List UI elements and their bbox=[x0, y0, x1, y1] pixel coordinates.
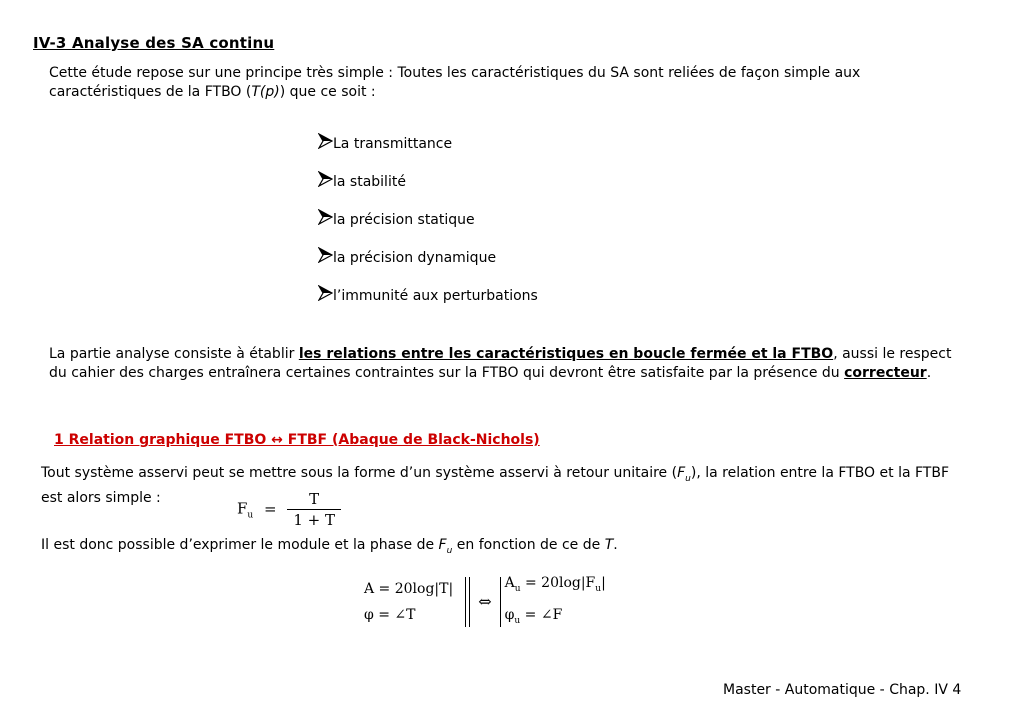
formula-fraction bbox=[287, 490, 341, 529]
list-item bbox=[318, 209, 538, 247]
formula-phi: φ bbox=[504, 606, 515, 623]
formula-phi-expr: = ∠F bbox=[520, 606, 563, 623]
formula-equiv: ⇔ bbox=[478, 592, 492, 612]
analysis-text-2: , aussi le respect du cahier des charges entraînera certaines contraintes sur la FTBO qui devront être satisfaite par la présence du bbox=[49, 346, 952, 381]
formula-right-line1 bbox=[505, 570, 606, 602]
page-heading: IV-3 Analyse des SA continu bbox=[33, 34, 275, 52]
arrow-right-icon bbox=[318, 247, 333, 263]
intro-italic: T(p) bbox=[251, 84, 280, 100]
formula-bar: | bbox=[601, 575, 606, 591]
module-phase-paragraph bbox=[41, 536, 941, 561]
list-item-label: l’immunité aux perturbations bbox=[333, 288, 538, 304]
list-item-label: la précision statique bbox=[333, 212, 475, 228]
t-symbol: T bbox=[604, 537, 614, 553]
formula-numerator: T bbox=[309, 490, 320, 508]
fu-symbol: F bbox=[677, 465, 686, 481]
analysis-text: La partie analyse consiste à établir bbox=[49, 346, 299, 362]
intro-text-end: ) que ce soit : bbox=[279, 84, 376, 100]
characteristics-list bbox=[318, 133, 538, 323]
list-item-label: la stabilité bbox=[333, 174, 406, 190]
formula-lhs-sub: u bbox=[247, 510, 254, 521]
formula-left-line2: φ = ∠T bbox=[364, 606, 416, 623]
fu-subscript: u bbox=[446, 545, 453, 556]
ftbf-formula bbox=[237, 490, 341, 529]
paragraph-text-2: ), la relation entre la FTBO et la FTBF est alors simple : bbox=[41, 465, 950, 506]
formula-divider bbox=[465, 577, 470, 627]
unit-feedback-paragraph bbox=[41, 464, 961, 508]
formula-equals: = bbox=[264, 499, 277, 518]
arrow-right-icon bbox=[318, 171, 333, 187]
formula-phi-sub: u bbox=[514, 615, 521, 626]
paragraph-text: Tout système asservi peut se mettre sous la forme d’un système asservi à retour unitaire ( bbox=[41, 465, 678, 481]
fu-subscript: u bbox=[685, 473, 691, 484]
list-item bbox=[318, 285, 538, 323]
formula-left-line1: A = 20log|T| bbox=[364, 580, 454, 597]
formula-denominator: 1 + T bbox=[287, 509, 341, 529]
list-item-label: la précision dynamique bbox=[333, 250, 497, 266]
list-item-label: La transmittance bbox=[333, 136, 453, 152]
formula-right bbox=[505, 570, 606, 634]
formula-divider-right bbox=[500, 577, 501, 627]
formula-f-sub: u bbox=[595, 583, 602, 594]
paragraph-text: Il est donc possible d’exprimer le module et la phase de bbox=[41, 537, 439, 553]
module-phase-formula bbox=[364, 570, 606, 634]
paragraph-text-3: . bbox=[613, 537, 618, 553]
analysis-emphasis: les relations entre les caractéristiques en boucle fermée et la FTBO bbox=[298, 346, 834, 362]
arrow-right-icon bbox=[318, 133, 333, 149]
list-item bbox=[318, 133, 538, 171]
intro-paragraph bbox=[49, 64, 929, 102]
page-footer: Master - Automatique - Chap. IV 4 bbox=[723, 682, 962, 698]
formula-a: A bbox=[504, 575, 515, 591]
list-item bbox=[318, 247, 538, 285]
formula-a-expr: = 20log|F bbox=[520, 575, 596, 591]
analysis-text-3: . bbox=[926, 365, 932, 381]
arrow-right-icon bbox=[318, 209, 333, 225]
formula-lhs: F bbox=[237, 499, 248, 518]
analysis-paragraph bbox=[49, 345, 959, 383]
paragraph-text-2: en fonction de ce de bbox=[452, 537, 605, 553]
section-title: 1 Relation graphique FTBO ↔ FTBF (Abaque de Black-Nichols) bbox=[54, 432, 540, 448]
intro-text: Cette étude repose sur une principe très simple : Toutes les caractéristiques du SA sont reliées de façon simple aux caractéristiques de la FTBO ( bbox=[49, 65, 861, 100]
fu-symbol: F bbox=[438, 537, 447, 553]
formula-right-line2 bbox=[505, 602, 606, 634]
list-item bbox=[318, 171, 538, 209]
formula-a-sub: u bbox=[514, 583, 521, 594]
analysis-corrector: correcteur bbox=[844, 365, 927, 381]
formula-left bbox=[364, 576, 453, 628]
arrow-right-icon bbox=[318, 285, 333, 301]
